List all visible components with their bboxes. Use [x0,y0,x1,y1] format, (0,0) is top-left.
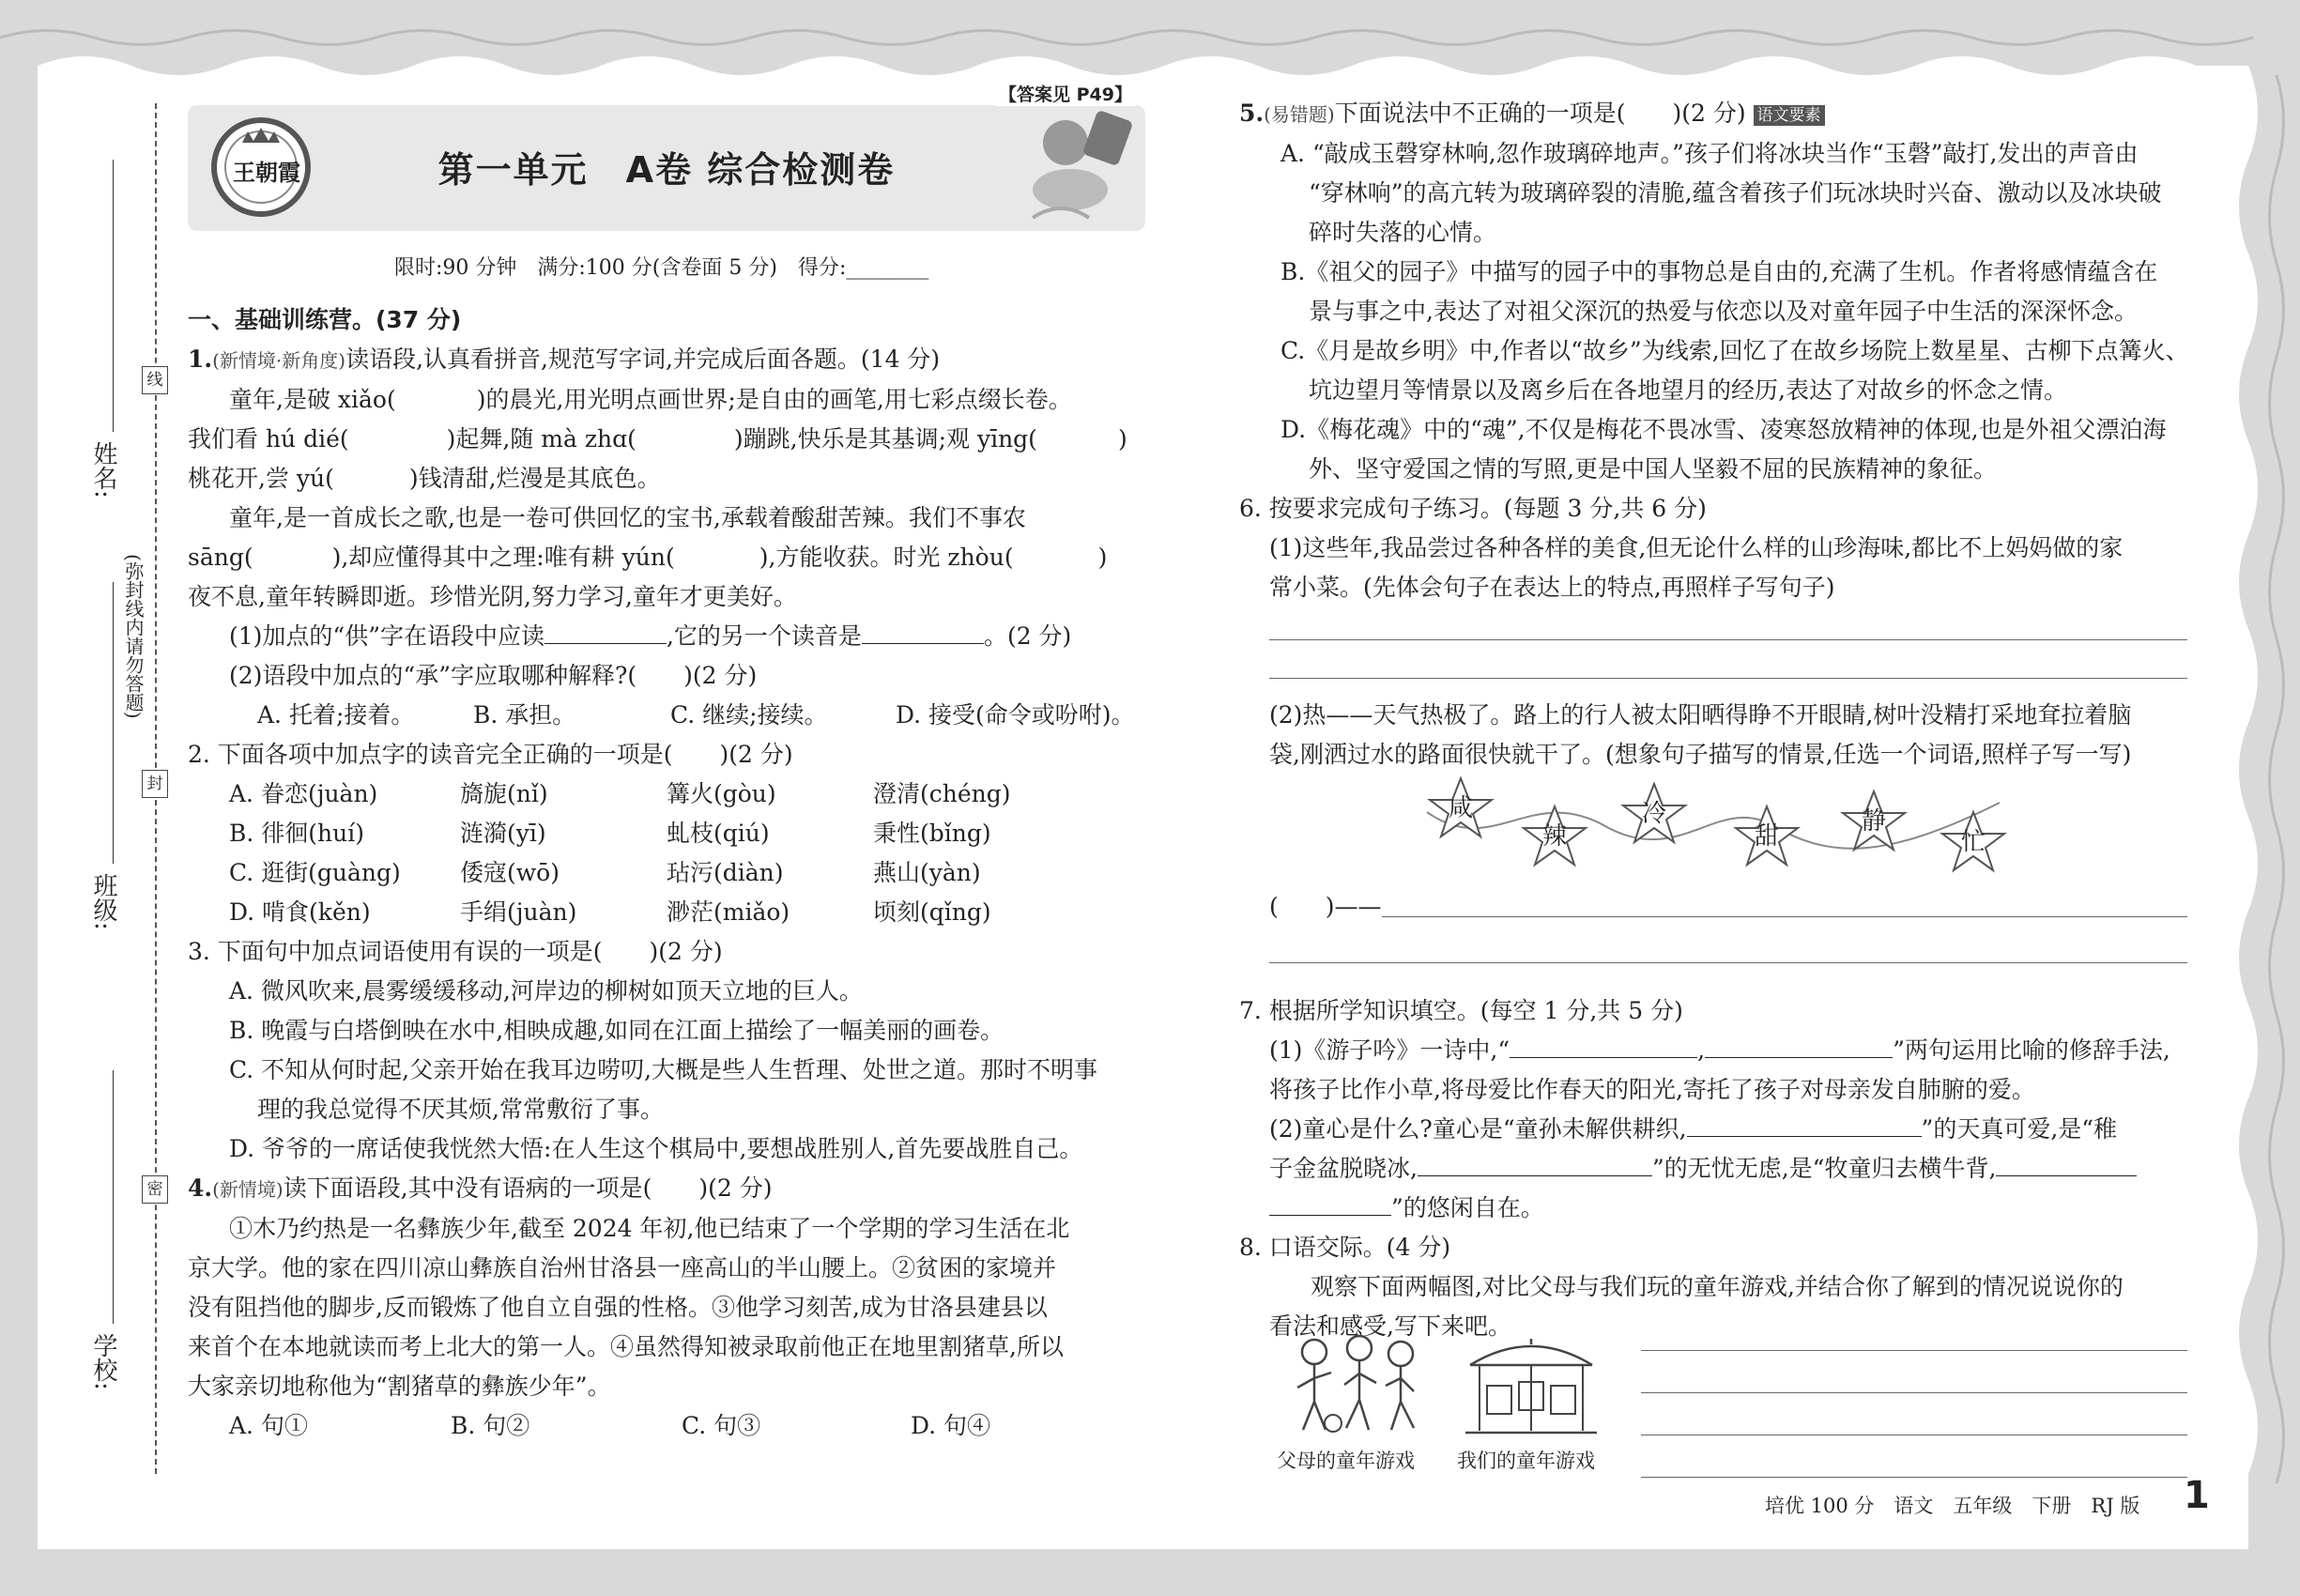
q5-title [1239,94,2187,134]
q6-sub-2-cont: 袋,刚洒过水的路面很快就干了。(想象句子描写的情景,任选一个词语,照样子写一写) [1269,741,2132,768]
school-field[interactable] [113,1070,114,1324]
text: ”的无忧无虑,是“牧童归去横牛背, [1651,1155,1997,1182]
option-d[interactable]: D. 接受(命令或吩咐)。 [896,701,1135,729]
page-title: 第一单元 A卷 综合检测卷 [437,149,896,191]
line-mark: 线 [142,366,168,394]
answer-line[interactable] [1382,887,2187,917]
q8-answer-lines [1641,1314,2187,1478]
seal-notice: (弥封线内请勿答题) [122,554,145,719]
word: 篝火(gòu) [667,780,776,807]
q-text: 读下面语段,其中没有语病的一项是( )(2 分) [283,1174,773,1202]
q4-passage-4: 来首个在本地就读而考上北大的第一人。④虽然得知被录取前他正在地里割猪草,所以 [188,1333,1064,1360]
text: )起舞,随 mà zhɑ( [446,425,636,453]
text: )钱清甜,烂漫是其底色。 [408,465,661,492]
q1-sub-2-options [188,696,1155,735]
text: ),方能收获。时光 zhòu( [759,544,1014,571]
word: 倭寇(wō) [460,859,560,886]
left-column [188,300,1155,1446]
q8-passage-2: 看法和感受,写下来吧。 [1269,1312,1511,1340]
q7-line-3 [1239,1110,2187,1149]
option-b[interactable]: B. 徘徊(huí) [229,820,364,847]
q6-sub-1: (1)这些年,我品尝过各种各样的美食,但无论什么样的山珍海味,都比不上妈妈做的家 [1269,534,2124,561]
text: sāng( [188,544,253,571]
text: 桃花开,尝 yú( [188,465,334,492]
answer-blank[interactable] [396,380,477,420]
q3-option-a[interactable]: A. 微风吹来,晨雾缓缓移动,河岸边的柳树如顶天立地的巨人。 [229,977,863,1005]
word-star [1521,803,1588,870]
our-game-illustration [1461,1327,1602,1444]
q-label-badge: 语文要素 [1754,105,1825,126]
header-banner [188,105,1145,231]
q4-title [188,1169,1155,1209]
word-star [1840,788,1908,855]
option-d[interactable]: D. 啃食(kěn) [229,898,371,926]
answer-line[interactable] [1269,640,2187,679]
q6-title: 6. 按要求完成句子练习。(每题 3 分,共 6 分) [1239,495,1707,522]
option-b[interactable]: B. 承担。 [473,701,576,729]
q3-option-c[interactable]: C. 不知从何时起,父亲开始在我耳边唠叨,大概是些人生哲理、处世之道。那时不明事 [229,1056,1098,1083]
answer-blank[interactable] [862,619,984,644]
text: ),却应懂得其中之理:唯有耕 yún( [331,544,675,571]
cartoon-icon [1014,96,1145,227]
q2-title: 2. 下面各项中加点字的读音完全正确的一项是( )(2 分) [188,741,793,768]
q4-passage-5: 大家亲切地称他为“割猪草的彝族少年”。 [188,1373,611,1400]
option-c[interactable]: C. 继续;接续。 [670,701,828,729]
answer-blank[interactable] [1705,1033,1893,1058]
q3-title: 3. 下面句中加点词语使用有误的一项是( )(2 分) [188,938,723,965]
word: 顷刻(qǐng) [873,898,991,926]
option-c[interactable]: C. 句③ [682,1412,761,1439]
q6-sub-1-cont: 常小菜。(先体会句子在表达上的特点,再照样子写句子) [1269,574,1835,601]
q1-title [188,340,1155,380]
text: ) [1097,544,1108,571]
name-label: 姓名: [89,441,117,499]
text: (1)《游子吟》一诗中,“ [1269,1036,1510,1064]
text: )的晨光,用光明点画世界;是自由的画笔,用七彩点缀长卷。 [476,386,1072,413]
q2-row-c [188,853,1155,893]
answer-blank[interactable] [1418,1151,1652,1176]
caption-parents: 父母的童年游戏 [1277,1450,1415,1472]
answer-line[interactable] [1641,1393,2187,1435]
text: 我们看 hú dié( [188,425,349,453]
option-b[interactable]: B. 句② [451,1412,530,1439]
text: (2)童心是什么?童心是“童孙未解供耕织, [1269,1115,1687,1143]
text: ) [1117,425,1127,453]
q1-line-3 [188,459,1155,499]
option-a[interactable]: A. 句① [229,1412,308,1439]
section-1-title: 一、基础训练营。(37 分) [188,306,462,333]
word-stars [1239,775,2187,887]
text: )蹦跳,快乐是其基调;观 yīng( [733,425,1037,453]
q4-passage-1: ①木乃约热是一名彝族少年,截至 2024 年初,他已结束了一个学期的学习生活在北 [229,1215,1070,1242]
q5-option-d-cont: 外、坚守爱国之情的写照,更是中国人坚毅不屈的民族精神的象征。 [1309,455,1997,483]
q1-line-6: 夜不息,童年转瞬即逝。珍惜光阴,努力学习,童年才更美好。 [188,583,797,610]
q3-option-d[interactable]: D. 爷爷的一席话使我恍然大悟:在人生这个棋局中,要想战胜别人,首先要战胜自己。 [229,1135,1083,1162]
answer-blank[interactable] [349,420,447,459]
answer-line[interactable] [1641,1351,2187,1393]
q2-row-a [188,775,1155,814]
answer-reference: 【答案见 P49】 [995,81,1136,106]
q1-sub-1 [188,617,1155,656]
word-star [1620,780,1688,848]
q5-option-a-cont: “穿林响”的高亢转为玻璃碎裂的清脆,蕴含着孩子们玩冰块时兴奋、激动以及冰块破 [1309,179,2162,207]
parents-game-illustration [1286,1331,1427,1444]
answer-blank[interactable] [1037,420,1118,459]
text: ,它的另一个读音是 [666,622,862,650]
answer-blank[interactable] [636,420,734,459]
class-label: 班级: [89,873,117,930]
answer-blank[interactable] [544,619,667,644]
q5-option-c-cont: 坑边望月等情景以及离乡后在各地望月的经历,表达了对故乡的怀念之情。 [1309,376,2067,404]
test-meta: 限时:90 分钟 满分:100 分(含卷面 5 分) 得分:________ [394,256,929,280]
q-text: 下面说法中不正确的一项是( )(2 分) [1334,100,1746,127]
q2-row-b [188,814,1155,853]
q-number: 1. [188,345,213,373]
text: , [1697,1036,1706,1064]
q7-line-1 [1239,1031,2187,1070]
q7-line-4 [1239,1149,2187,1189]
word: 燕山(yàn) [873,859,981,886]
option-a[interactable]: A. 眷恋(juàn) [229,780,378,807]
word-star [1427,775,1495,842]
answer-blank[interactable] [1687,1112,1922,1137]
word: 辣 [1541,822,1567,851]
name-field[interactable] [113,160,114,432]
q5-option-b[interactable]: B.《祖父的园子》中描写的园子中的事物总是自由的,充满了生机。作者将感情蕴含在 [1280,258,2158,285]
q7-line-5 [1239,1189,2187,1228]
school-label: 学校: [89,1333,117,1390]
q-number: 5. [1239,100,1265,127]
q1-line-4: 童年,是一首成长之歌,也是一卷可供回忆的宝书,承载着酸甜苦辣。我们不事农 [229,504,1026,531]
word: 甜 [1754,822,1779,851]
q2-row-d [188,893,1155,932]
q5-option-b-cont: 景与事之中,表达了对祖父深沉的热爱与依恋以及对童年园子中生活的深深怀念。 [1309,298,2138,325]
right-column [1239,94,2187,1346]
text: (1)加点的“供”字在语段中应读 [229,622,544,650]
q8-passage-1: 观察下面两幅图,对比父母与我们玩的童年游戏,并结合你了解到的情况说说你的 [1311,1273,2124,1300]
page-number: 1 [2184,1474,2210,1517]
option-a[interactable]: A. 托着;接着。 [257,701,415,729]
text: ”两句运用比喻的修辞手法, [1893,1036,2170,1064]
answer-line[interactable] [1641,1435,2187,1478]
secret-mark: 密 [142,1175,168,1204]
word: 手绢(juàn) [460,898,577,926]
answer-blank[interactable] [253,538,332,577]
word-star [1733,803,1801,870]
footer-info: 培优 100 分 语文 五年级 下册 RJ 版 [1765,1495,2140,1517]
answer-blank[interactable] [1510,1033,1697,1058]
q6-sub-2: (2)热——天气热极了。路上的行人被太阳晒得睁不开眼睛,树叶没精打采地耷拉着脑 [1269,701,2132,729]
q4-passage-3: 没有阻挡他的脚步,反而锻炼了他自立自强的性格。③他学习刻苦,成为甘洛县建县以 [188,1294,1048,1321]
q7-title: 7. 根据所学知识填空。(每空 1 分,共 5 分) [1239,997,1683,1024]
answer-blank[interactable] [1269,1190,1391,1216]
seal-mark: 封 [142,770,168,798]
option-d[interactable]: D. 句④ [911,1412,991,1439]
text: ”的天真可爱,是“稚 [1921,1115,2118,1143]
text: 。(2 分) [983,622,1072,650]
text: 子金盆脱晓冰, [1269,1155,1418,1182]
answer-prefix: ( )—— [1269,893,1382,920]
q1-line-5 [188,538,1155,577]
caption-ours: 我们的童年游戏 [1457,1450,1595,1472]
answer-blank[interactable] [334,459,409,499]
vine-decoration [1418,775,2018,878]
word: 秉性(bǐng) [873,820,991,847]
q5-option-a[interactable]: A. “敲成玉磬穿林响,忽作玻璃碎地声。”孩子们将冰块当作“玉磬”敲打,发出的声音由 [1280,140,2139,167]
word: 忙 [1960,828,1986,856]
q-text: 读语段,认真看拼音,规范写字词,并完成后面各题。(14 分) [345,345,941,373]
q3-option-b[interactable]: B. 晚霞与白塔倒映在水中,相映成趣,如同在江面上描绘了一幅美丽的画卷。 [229,1017,1004,1044]
q-tag: (易错题) [1264,103,1335,126]
q5-option-c[interactable]: C.《月是故乡明》中,作者以“故乡”为线索,回忆了在故乡场院上数星星、古柳下点篝火、 [1280,337,2189,364]
word-star [1940,808,2007,876]
q5-option-a-cont: 碎时失落的心情。 [1309,219,1497,246]
answer-blank[interactable] [675,538,759,577]
text: ”的悠闲自在。 [1391,1194,1544,1221]
q-tag: (新情境·新角度) [212,349,346,372]
answer-blank[interactable] [1996,1151,2137,1176]
class-field[interactable] [113,582,114,864]
answer-blank[interactable] [1014,538,1098,577]
word: 咸 [1448,794,1473,822]
q4-options [188,1406,1155,1446]
text: 童年,是破 xiǎo( [229,386,396,413]
word: 渺茫(miǎo) [667,898,790,926]
q-number: 4. [188,1174,213,1202]
logo-text: 王朝霞 [233,159,300,186]
q6-answer-row [1239,887,2187,927]
word: 玷污(diàn) [667,859,784,886]
word: 冷 [1641,800,1666,828]
word: 虬枝(qiú) [667,820,770,847]
word: 涟漪(yī) [460,820,546,847]
q3-option-c-cont: 理的我总觉得不厌其烦,常常敷衍了事。 [257,1096,664,1123]
q5-option-d[interactable]: D.《梅花魂》中的“魂”,不仅是梅花不畏冰雪、凌寒怒放精神的体现,也是外祖父漂泊海 [1280,416,2167,443]
word: 旖旎(nǐ) [460,780,548,807]
option-c[interactable]: C. 逛街(guàng) [229,859,401,886]
q1-sub-2: (2)语段中加点的“承”字应取哪种解释?( )(2 分) [229,662,758,689]
q1-line-1 [188,380,1155,420]
answer-line[interactable] [1269,607,2187,640]
answer-line[interactable] [1269,927,2187,963]
answer-line[interactable] [1641,1314,2187,1351]
q-tag: (新情境) [212,1178,284,1201]
q1-line-2 [188,420,1155,459]
word: 静 [1861,807,1886,836]
word: 澄清(chéng) [873,780,1011,807]
q4-passage-2: 京大学。他的家在四川凉山彝族自治州甘洛县一座高山的半山腰上。②贫困的家境并 [188,1254,1057,1281]
q8-title: 8. 口语交际。(4 分) [1239,1234,1451,1261]
q7-line-2: 将孩子比作小草,将母爱比作春天的阳光,寄托了孩子对母亲发自肺腑的爱。 [1269,1076,2035,1103]
